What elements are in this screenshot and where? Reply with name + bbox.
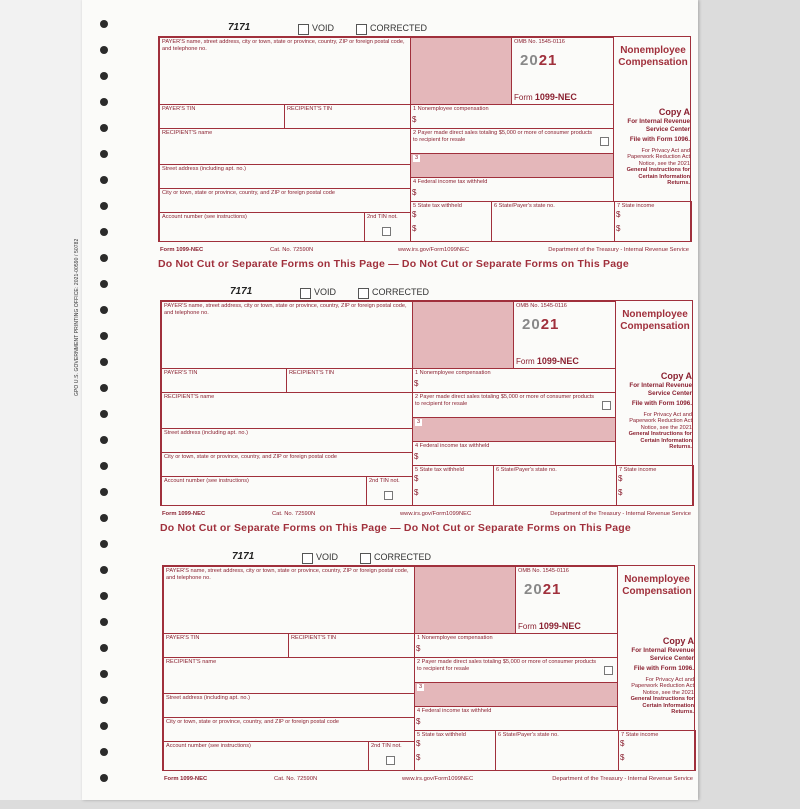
form-copy-2 bbox=[160, 286, 693, 544]
do-not-cut-warning: Do Not Cut or Separate Forms on This Page — Do Not Cut or Separate Forms on This Page bbox=[160, 522, 631, 534]
form-code: 7171 bbox=[228, 22, 251, 33]
box3-label: 3 bbox=[417, 419, 421, 425]
privacy-text: For Privacy Act and Paperwork Reduction Act Notice, see the 2021 bbox=[627, 147, 690, 167]
footer-form-name: Form 1099-NEC bbox=[164, 776, 208, 782]
recipient-name-label: RECIPIENT'S name bbox=[166, 659, 217, 665]
city-label: City or town, state or province, country, and ZIP or foreign postal code bbox=[166, 719, 339, 725]
recipient-name-label: RECIPIENT'S name bbox=[164, 394, 215, 400]
copy-a-panel bbox=[618, 371, 692, 451]
for-irs-text: For Internal Revenue Service Center bbox=[631, 647, 694, 662]
payer-tin-field[interactable] bbox=[161, 368, 287, 393]
copy-a-panel bbox=[616, 107, 690, 187]
form-footer bbox=[158, 247, 691, 257]
payer-tin-label: PAYER'S TIN bbox=[162, 106, 196, 112]
copy-a-heading: Copy A bbox=[658, 107, 690, 117]
box3-label: 3 bbox=[419, 684, 423, 690]
form-prefix: Form bbox=[518, 622, 537, 631]
punch-hole bbox=[100, 410, 108, 418]
box4-dollar: $ bbox=[412, 188, 417, 197]
form-header bbox=[158, 22, 691, 36]
account-number-field[interactable] bbox=[161, 476, 367, 506]
general-instructions-text: General Instructions for Certain Information Returns. bbox=[626, 167, 690, 186]
box7-dollar-1: $ bbox=[618, 474, 623, 483]
footer-dept: Department of the Treasury - Internal Revenue Service bbox=[552, 776, 693, 782]
void-label: VOID bbox=[312, 23, 335, 33]
box5-label: 5 State tax withheld bbox=[413, 203, 462, 209]
box2-field bbox=[410, 128, 614, 154]
form-footer bbox=[162, 776, 695, 786]
file-with-text: File with Form 1096. bbox=[633, 665, 694, 672]
void-checkbox[interactable] bbox=[302, 553, 313, 564]
box7-dollar-1: $ bbox=[616, 210, 621, 219]
punch-hole bbox=[100, 72, 108, 80]
box4-field[interactable] bbox=[410, 177, 614, 202]
box2-checkbox[interactable] bbox=[604, 666, 613, 675]
box3-label: 3 bbox=[415, 155, 419, 161]
punch-hole bbox=[100, 176, 108, 184]
corrected-checkbox[interactable] bbox=[360, 553, 371, 564]
street-address-field[interactable] bbox=[159, 164, 411, 189]
tax-year bbox=[520, 52, 558, 69]
shaded-box bbox=[410, 37, 512, 105]
omb-box bbox=[515, 566, 618, 634]
punch-hole bbox=[100, 514, 108, 522]
account-number-field[interactable] bbox=[159, 212, 365, 242]
punch-hole bbox=[100, 20, 108, 28]
second-tin-label: 2nd TIN not. bbox=[371, 743, 402, 749]
footer-dept: Department of the Treasury - Internal Revenue Service bbox=[548, 247, 689, 253]
box5-label: 5 State tax withheld bbox=[415, 467, 464, 473]
do-not-cut-warning: Do Not Cut or Separate Forms on This Page — Do Not Cut or Separate Forms on This Page bbox=[158, 258, 629, 270]
form-header bbox=[162, 551, 695, 565]
box2-checkbox[interactable] bbox=[602, 401, 611, 410]
form-grid bbox=[160, 300, 693, 506]
second-tin-checkbox[interactable] bbox=[386, 756, 395, 765]
punch-hole bbox=[100, 150, 108, 158]
punch-hole bbox=[100, 306, 108, 314]
second-tin-label: 2nd TIN not. bbox=[367, 214, 398, 220]
box7-label: 7 State income bbox=[617, 203, 655, 209]
footer-form-name: Form 1099-NEC bbox=[162, 511, 206, 517]
recipient-name-field[interactable] bbox=[159, 128, 411, 165]
punch-hole bbox=[100, 124, 108, 132]
box5-dollar-2: $ bbox=[414, 488, 419, 497]
corrected-checkbox[interactable] bbox=[356, 24, 367, 35]
box3-field bbox=[414, 682, 618, 707]
recipient-tin-field[interactable] bbox=[286, 368, 413, 393]
punch-hole bbox=[100, 670, 108, 678]
footer-cat-no: Cat. No. 72590N bbox=[272, 511, 316, 517]
for-irs-text: For Internal Revenue Service Center bbox=[629, 382, 692, 397]
box4-field[interactable] bbox=[412, 441, 616, 466]
box5-dollar-2: $ bbox=[416, 753, 421, 762]
year-suffix: 21 bbox=[538, 52, 558, 69]
street-label: Street address (including apt. no.) bbox=[162, 166, 246, 172]
punch-hole bbox=[100, 488, 108, 496]
punch-hole bbox=[100, 332, 108, 340]
punch-hole bbox=[100, 722, 108, 730]
box1-field[interactable] bbox=[412, 368, 616, 393]
corrected-label: CORRECTED bbox=[374, 552, 432, 562]
box4-label: 4 Federal income tax withheld bbox=[413, 179, 488, 185]
payer-name-label: PAYER'S name, street address, city or town, state or province, country, ZIP or foreign postal code, and telephone no. bbox=[162, 39, 405, 52]
shaded-box bbox=[412, 301, 514, 369]
box5-field[interactable] bbox=[412, 465, 494, 506]
recipient-tin-field[interactable] bbox=[284, 104, 411, 129]
box7-dollar-2: $ bbox=[616, 224, 621, 233]
form-title: Nonemployee Compensation bbox=[622, 574, 692, 597]
form-prefix: Form bbox=[514, 93, 533, 102]
punch-hole bbox=[100, 358, 108, 366]
form-title: Nonemployee Compensation bbox=[620, 309, 690, 332]
box4-dollar: $ bbox=[416, 717, 421, 726]
box5-dollar-1: $ bbox=[416, 739, 421, 748]
recipient-name-label: RECIPIENT'S name bbox=[162, 130, 213, 136]
form-number: 1099-NEC bbox=[534, 92, 577, 102]
box3-field bbox=[410, 153, 614, 178]
box7-dollar-2: $ bbox=[618, 488, 623, 497]
form-copy-3 bbox=[162, 551, 695, 809]
punch-hole bbox=[100, 436, 108, 444]
city-label: City or town, state or province, country, and ZIP or foreign postal code bbox=[164, 454, 337, 460]
punch-hole bbox=[100, 774, 108, 782]
tax-year bbox=[522, 316, 560, 333]
box5-field[interactable] bbox=[414, 730, 496, 771]
copy-a-panel bbox=[620, 636, 694, 716]
form-name bbox=[518, 623, 581, 631]
box6-field[interactable] bbox=[495, 730, 619, 771]
box1-field[interactable] bbox=[414, 633, 618, 658]
form-code: 7171 bbox=[232, 551, 255, 562]
box7-label: 7 State income bbox=[619, 467, 657, 473]
year-prefix: 20 bbox=[522, 316, 541, 333]
box6-label: 6 State/Payer's state no. bbox=[498, 732, 559, 738]
punch-hole bbox=[100, 384, 108, 392]
punch-hole bbox=[100, 202, 108, 210]
box1-dollar: $ bbox=[416, 644, 421, 653]
recipient-name-field[interactable] bbox=[163, 657, 415, 694]
payer-tin-label: PAYER'S TIN bbox=[166, 635, 200, 641]
box7-field[interactable] bbox=[614, 201, 692, 242]
box5-dollar-1: $ bbox=[414, 474, 419, 483]
footer-dept: Department of the Treasury - Internal Revenue Service bbox=[550, 511, 691, 517]
privacy-text: For Privacy Act and Paperwork Reduction Act Notice, see the 2021 bbox=[631, 676, 694, 696]
box5-dollar-2: $ bbox=[412, 224, 417, 233]
void-label: VOID bbox=[316, 552, 339, 562]
recipient-tin-label: RECIPIENT'S TIN bbox=[289, 370, 335, 376]
second-tin-checkbox[interactable] bbox=[384, 491, 393, 500]
box5-dollar-1: $ bbox=[412, 210, 417, 219]
punch-hole bbox=[100, 228, 108, 236]
form-name bbox=[516, 358, 579, 366]
punch-hole bbox=[100, 618, 108, 626]
payer-name-field[interactable] bbox=[161, 301, 413, 369]
account-label: Account number (see instructions) bbox=[164, 478, 249, 484]
street-address-field[interactable] bbox=[163, 693, 415, 718]
punch-hole bbox=[100, 254, 108, 262]
footer-cat-no: Cat. No. 72590N bbox=[274, 776, 318, 782]
punch-hole bbox=[100, 644, 108, 652]
punch-hole bbox=[100, 566, 108, 574]
general-instructions-text: General Instructions for Certain Information Returns. bbox=[630, 696, 694, 715]
file-with-text: File with Form 1096. bbox=[631, 400, 692, 407]
omb-number: OMB No. 1545-0116 bbox=[518, 568, 569, 574]
box7-label: 7 State income bbox=[621, 732, 659, 738]
payer-name-field[interactable] bbox=[163, 566, 415, 634]
box6-label: 6 State/Payer's state no. bbox=[494, 203, 555, 209]
box4-field[interactable] bbox=[414, 706, 618, 731]
footer-url: www.irs.gov/Form1099NEC bbox=[400, 511, 472, 517]
form-header bbox=[160, 286, 693, 300]
city-field[interactable] bbox=[159, 188, 411, 213]
box2-label: 2 Payer made direct sales totaling $5,000 or more of consumer products to recipient for resale bbox=[415, 394, 595, 407]
corrected-label: CORRECTED bbox=[372, 287, 430, 297]
for-irs-text: For Internal Revenue Service Center bbox=[627, 118, 690, 133]
box1-label: 1 Nonemployee compensation bbox=[415, 370, 491, 376]
punch-hole bbox=[100, 46, 108, 54]
punch-hole bbox=[100, 696, 108, 704]
form-code: 7171 bbox=[230, 286, 253, 297]
box7-dollar-1: $ bbox=[620, 739, 625, 748]
account-label: Account number (see instructions) bbox=[162, 214, 247, 220]
second-tin-checkbox[interactable] bbox=[382, 227, 391, 236]
punch-hole bbox=[100, 748, 108, 756]
void-checkbox[interactable] bbox=[298, 24, 309, 35]
city-label: City or town, state or province, country, and ZIP or foreign postal code bbox=[162, 190, 335, 196]
box6-field[interactable] bbox=[491, 201, 615, 242]
form-copy-1 bbox=[158, 22, 691, 280]
omb-box bbox=[513, 301, 616, 369]
recipient-name-field[interactable] bbox=[161, 392, 413, 429]
recipient-tin-label: RECIPIENT'S TIN bbox=[287, 106, 333, 112]
punch-hole bbox=[100, 280, 108, 288]
box7-dollar-2: $ bbox=[620, 753, 625, 762]
account-number-field[interactable] bbox=[163, 741, 369, 771]
form-footer bbox=[160, 511, 693, 521]
omb-number: OMB No. 1545-0116 bbox=[514, 39, 565, 45]
box1-label: 1 Nonemployee compensation bbox=[417, 635, 493, 641]
copy-a-heading: Copy A bbox=[660, 371, 692, 381]
form-grid bbox=[162, 565, 695, 771]
form-number: 1099-NEC bbox=[536, 356, 579, 366]
general-instructions-text: General Instructions for Certain Information Returns. bbox=[628, 431, 692, 450]
punch-hole bbox=[100, 98, 108, 106]
punch-hole bbox=[100, 540, 108, 548]
box1-dollar: $ bbox=[412, 115, 417, 124]
payer-tin-label: PAYER'S TIN bbox=[164, 370, 198, 376]
street-label: Street address (including apt. no.) bbox=[164, 430, 248, 436]
omb-box bbox=[511, 37, 614, 105]
second-tin-field bbox=[368, 741, 415, 771]
perforated-margin bbox=[0, 0, 82, 800]
year-prefix: 20 bbox=[524, 581, 543, 598]
box7-field[interactable] bbox=[618, 730, 696, 771]
year-prefix: 20 bbox=[520, 52, 539, 69]
account-label: Account number (see instructions) bbox=[166, 743, 251, 749]
recipient-tin-field[interactable] bbox=[288, 633, 415, 658]
payer-name-label: PAYER'S name, street address, city or town, state or province, country, ZIP or foreign postal code, and telephone no. bbox=[164, 303, 407, 316]
street-address-field[interactable] bbox=[161, 428, 413, 453]
box3-field bbox=[412, 417, 616, 442]
box2-label: 2 Payer made direct sales totaling $5,000 or more of consumer products to recipient for resale bbox=[417, 659, 597, 672]
corrected-label: CORRECTED bbox=[370, 23, 428, 33]
box4-dollar: $ bbox=[414, 452, 419, 461]
box5-field[interactable] bbox=[410, 201, 492, 242]
year-suffix: 21 bbox=[540, 316, 560, 333]
corrected-checkbox[interactable] bbox=[358, 288, 369, 299]
second-tin-label: 2nd TIN not. bbox=[369, 478, 400, 484]
gpo-imprint: GPO U.S. GOVERNMENT PRINTING OFFICE: 2021-00590 / 50782 bbox=[74, 238, 80, 396]
box2-field bbox=[414, 657, 618, 683]
omb-number: OMB No. 1545-0116 bbox=[516, 303, 567, 309]
street-label: Street address (including apt. no.) bbox=[166, 695, 250, 701]
form-number: 1099-NEC bbox=[538, 621, 581, 631]
file-with-text: File with Form 1096. bbox=[629, 136, 690, 143]
box5-label: 5 State tax withheld bbox=[417, 732, 466, 738]
payer-name-label: PAYER'S name, street address, city or town, state or province, country, ZIP or foreign postal code, and telephone no. bbox=[166, 568, 409, 581]
form-grid bbox=[158, 36, 691, 242]
box4-label: 4 Federal income tax withheld bbox=[415, 443, 490, 449]
year-suffix: 21 bbox=[542, 581, 562, 598]
box6-label: 6 State/Payer's state no. bbox=[496, 467, 557, 473]
footer-url: www.irs.gov/Form1099NEC bbox=[398, 247, 470, 253]
box1-field[interactable] bbox=[410, 104, 614, 129]
box2-field bbox=[412, 392, 616, 418]
payer-tin-field[interactable] bbox=[163, 633, 289, 658]
box1-label: 1 Nonemployee compensation bbox=[413, 106, 489, 112]
tax-year bbox=[524, 581, 562, 598]
footer-url: www.irs.gov/Form1099NEC bbox=[402, 776, 474, 782]
footer-form-name: Form 1099-NEC bbox=[160, 247, 204, 253]
payer-tin-field[interactable] bbox=[159, 104, 285, 129]
void-label: VOID bbox=[314, 287, 337, 297]
punch-hole bbox=[100, 592, 108, 600]
payer-name-field[interactable] bbox=[159, 37, 411, 105]
punch-hole bbox=[100, 462, 108, 470]
box1-dollar: $ bbox=[414, 379, 419, 388]
box6-field[interactable] bbox=[493, 465, 617, 506]
second-tin-field bbox=[364, 212, 411, 242]
box2-label: 2 Payer made direct sales totaling $5,000 or more of consumer products to recipient for resale bbox=[413, 130, 593, 143]
footer-cat-no: Cat. No. 72590N bbox=[270, 247, 314, 253]
recipient-tin-label: RECIPIENT'S TIN bbox=[291, 635, 337, 641]
second-tin-field bbox=[366, 476, 413, 506]
privacy-text: For Privacy Act and Paperwork Reduction Act Notice, see the 2021 bbox=[629, 411, 692, 431]
copy-a-heading: Copy A bbox=[662, 636, 694, 646]
form-title: Nonemployee Compensation bbox=[618, 45, 688, 68]
form-prefix: Form bbox=[516, 357, 535, 366]
box7-field[interactable] bbox=[616, 465, 694, 506]
void-checkbox[interactable] bbox=[300, 288, 311, 299]
form-name bbox=[514, 94, 577, 102]
shaded-box bbox=[414, 566, 516, 634]
box2-checkbox[interactable] bbox=[600, 137, 609, 146]
city-field[interactable] bbox=[161, 452, 413, 477]
box4-label: 4 Federal income tax withheld bbox=[417, 708, 492, 714]
city-field[interactable] bbox=[163, 717, 415, 742]
